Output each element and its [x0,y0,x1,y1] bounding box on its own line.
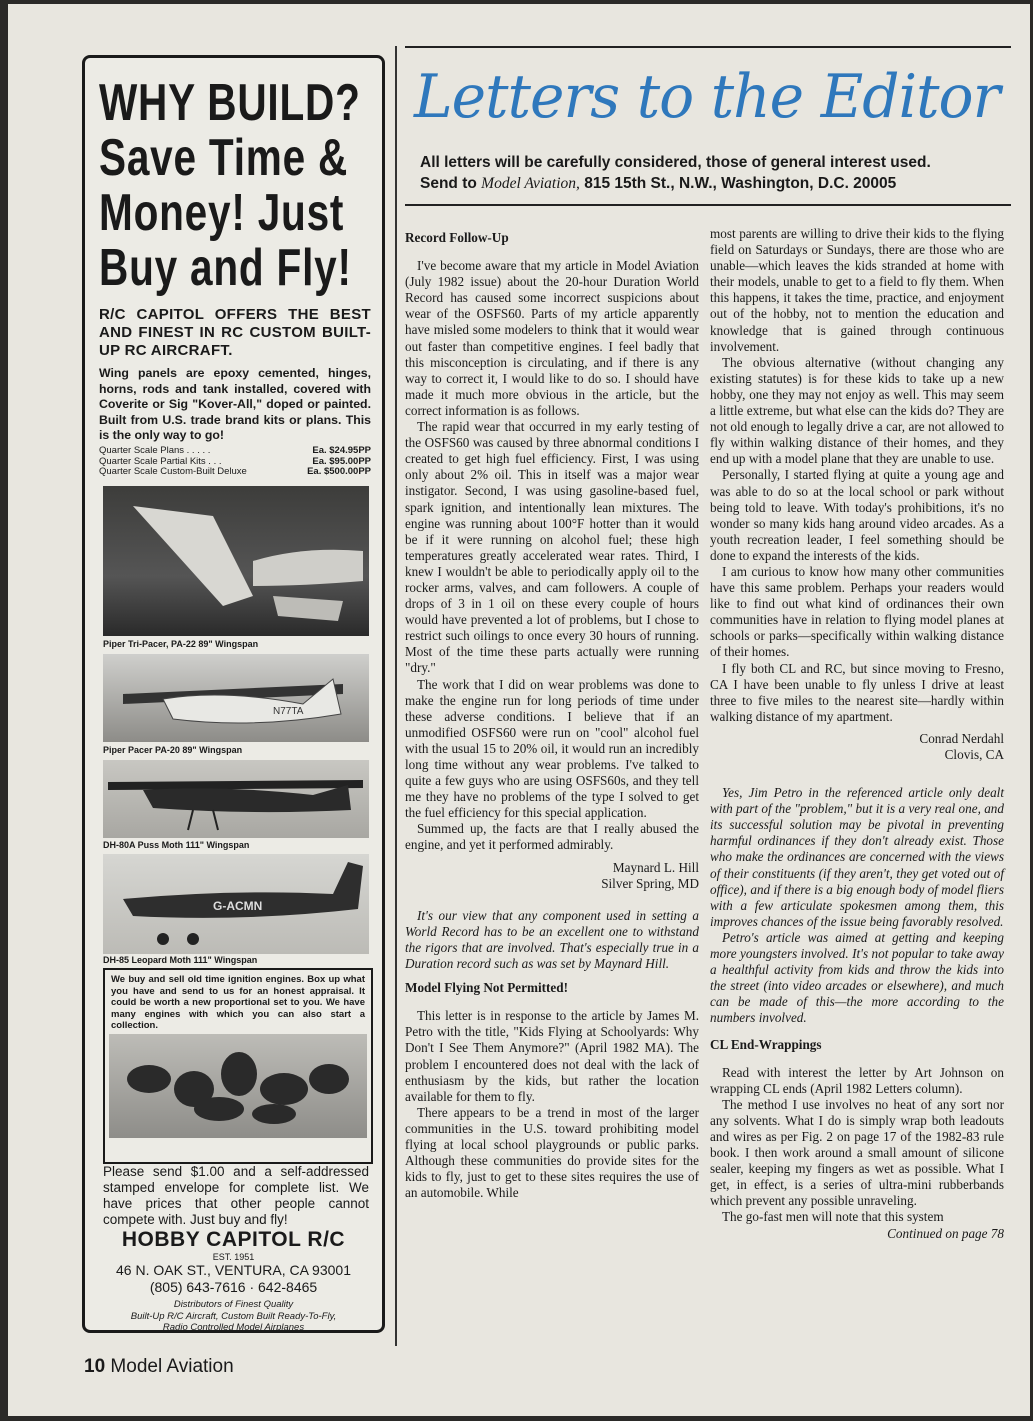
letter-paragraph: This letter is in response to the article by James M. Petro with the title, "Kids Flying at Schoolyards: Why Don't I See Them Anymore?" (April 1982 MA). The problem I encountered does not deal with the lack of enthusiasm by the kids, but rather the location available for them to fly. [405,1008,699,1104]
letter-heading: Record Follow-Up [405,230,509,245]
letter-paragraph: The rapid wear that occurred in my early testing of the OSFS60 was caused by three abnormal conditions I created to get high fuel efficiency. First, I was using only about 2% oil. This in itself was a major wear instigator. Second, I was using gasoline-based fuel, spark ignition, and intentionally lean mixtures. The engine was running about 100°F hotter than it would be if it were running on alcohol fuel; these high temperatures greatly accelerated wear rates. Third, I knew I wouldn't be able to periodically apply oil to the rocker arms, valves, and cam followers. A couple of drops of 3 in 1 oil on these every couple of hours would have prevented a lot of problems, but I chose to restrict such oilings to once every 30 hours of running. Most of the time these parts actually were running "dry." [405,419,699,676]
editor-reply: Petro's article was aimed at getting and keeping more youngsters involved. It's not popular to take away a healthful activity from kids and throw the kids into the street (into video arcades or elsewhere), and much can be made of this—the more according to the numbers involved. [710,929,1004,1026]
letter-location: Clovis, CA [944,747,1004,762]
section-subtitle [420,152,1010,194]
piper-pacer-photo [103,654,369,742]
puss-moth-photo [103,760,369,838]
letter-paragraph: Summed up, the facts are that I really abused the engine, and yet it performed admirably. [405,821,699,853]
letter-paragraph: The method I use involves no heat of any sort nor any solvents. What I do is simply wrap both leadouts and wires as per Fig. 2 on page 17 of the 1982-83 rule book. I then work around a small amount of silicone sealer, keeping my fingers as wet as possible. What I get, in effect, is a series of ultra-mini rubberbands which prevent any possible unraveling. [710,1096,1004,1209]
magazine-page [8,4,1030,1416]
photo-caption: Piper Tri-Pacer, PA-22 89" Wingspan [103,639,259,649]
column-divider [395,46,397,1346]
letter-paragraph: I fly both CL and RC, but since moving to Fresno, CA I have been unable to fly unless I drive at least three to five miles to the nearest site—hardly within walking distance of my apartment. [710,660,1004,724]
engines-photo [109,1034,367,1138]
editor-address: 815 15th St., N.W., Washington, D.C. 20005 [584,175,897,192]
header-rule [405,204,1011,206]
column-right [710,226,1004,1242]
registration-marking: G-ACMN [213,899,263,913]
company-phone: (805) 643-7616 · 642-8465 [149,1279,318,1295]
subtitle-line [420,173,1010,194]
price-item: Quarter Scale Plans . . . . . [99,445,211,456]
photo-caption: DH-85 Leopard Moth 111" Wingspan [103,955,258,965]
magazine-name: Model Aviation, [481,175,580,192]
letter-paragraph: Personally, I started flying at quite a young age and was able to do so at the local school or park without being told to leave. With today's prohibitions, it's no wonder so many kids hang around video arcades. As a youth recreation leader, I feel something should be done to expand the interests of the kids. [710,467,1004,563]
price-row [99,446,371,457]
price-row [99,467,371,478]
company-info [85,1228,382,1334]
headline-line: Money! Just [99,184,345,242]
price-item: Quarter Scale Custom-Built Deluxe [99,466,247,477]
top-rule [405,46,1011,48]
letter-heading: Model Flying Not Permitted! [405,980,568,996]
tagline-line: Distributors of Finest Quality [173,1299,294,1310]
tagline-line: Built-Up R/C Aircraft, Custom Built Ready-To-Fly, [130,1310,337,1322]
price-list [99,446,371,478]
price-value: Ea. $95.00PP [312,455,371,467]
engine-text: We buy and sell old time ignition engines. Box up what you have and send to us for an honest appraisal. It could be worth a new proportional set to you. We have many engines with which you can also start a collection. [111,974,365,1032]
photo-caption: Piper Pacer PA-20 89" Wingspan [103,745,243,755]
letter-paragraph: The obvious alternative (without changing any existing statutes) is for these kids to take up a new hobby, one they may not enjoy as well. This may seem a little extreme, but what else can the kids do? They are not old enough to legally drive a car, are not allowed to fly within walking distance of their homes, and they end up with a model plane that they are unable to use. [710,354,1004,467]
page-footer [84,1356,234,1378]
headline-line: WHY BUILD? [99,74,361,132]
letter-heading: CL End-Wrappings [710,1036,822,1052]
subtitle-line: All letters will be carefully considered, those of general interest used. [420,154,931,171]
established-year: EST. 1951 [212,1252,255,1262]
send-to-label: Send to [420,175,477,192]
magazine-title: Model Aviation [110,1356,234,1377]
tagline-line: Radio Controlled Model Airplanes [162,1322,305,1333]
registration-marking: N77TA [273,706,304,717]
editor-reply: It's our view that any component used in setting a World Record has to be an excellent one to withstand the rigors that are involved. That's especially true in a Duration record such as was set by Maynard Hill. [405,907,699,972]
hobby-capitol-advertisement [82,55,385,1333]
column-middle [405,230,699,1201]
letter-paragraph: The work that I did on wear problems was done to make the engine run for long periods of time under these adverse conditions. I believe that if an unmodified OSFS60 were run on "cool" alcohol fuel with the usual 15 to 20% oil, it would run an incredibly long time without any wear problems. I've talked to quite a few guys who are using OSFS60s, and they tell me they have no problems of the type I solved to get the fuel efficiency for this special application. [405,676,699,821]
letter-paragraph: I am curious to know how many other communities have this same problem. Perhaps your readers would like to find out what kind of ordinances their own communities have in relation to flying model planes at schools or parks—specifically within walking distance of their homes. [710,563,1004,660]
letter-paragraph: Read with interest the letter by Art Johnson on wrapping CL ends (April 1982 Letters column). [710,1064,1004,1096]
ad-headline [99,76,434,296]
engine-buy-sell-box [103,968,373,1164]
letter-author: Conrad Nerdahl [919,730,1004,746]
letter-author: Maynard L. Hill [612,859,699,875]
price-item: Quarter Scale Partial Kits . . . [99,455,222,467]
ad-body: Wing panels are epoxy cemented, hinges, horns, rods and tank installed, covered with Coverite or Sig "Kover-All," doped or painted. Built from U.S. trade brand kits or plans. This is the only way to go! [99,366,371,442]
price-value: Ea. $500.00PP [307,466,371,477]
continued-on-page-link[interactable]: Continued on page 78 [887,1225,1004,1241]
company-address: 46 N. OAK ST., VENTURA, CA 93001 [116,1262,351,1278]
photo-caption: DH-80A Puss Moth 111" Wingspan [103,840,250,850]
company-name: HOBBY CAPITOL R/C [121,1228,346,1251]
price-value: Ea. $24.95PP [312,445,371,456]
ad-subhead: R/C CAPITOL OFFERS THE BEST AND FINEST IN RC CUSTOM BUILT-UP RC AIRCRAFT. [99,306,371,359]
leopard-moth-photo [103,854,369,954]
letter-paragraph: I've become aware that my article in Model Aviation (July 1982 issue) about the 20-hour Duration World Record has caused some incorrect suspicions about wear of the OSFS60. Parts of my article apparently have misled some modelers to think that it would wear out faster than competitive engines. I feel badly that this misconception is circulating, and if there is any way to correct it, I would like to do so. I should have made it much more obvious in the article, but the correct information is as follows. [405,258,699,418]
letter-location: Silver Spring, MD [601,875,699,891]
send-for-list-text: Please send $1.00 and a self-addressed stamped envelope for complete list. We have prices that other people cannot compete with. Just buy and fly! [103,1164,369,1227]
letter-paragraph: The go-fast men will note that this system [722,1209,944,1225]
letter-paragraph: most parents are willing to drive their kids to the flying field on Saturdays or Sundays, there are those who are unable—which leaves the kids stranded at home with their models, unable to get to a field to fly them. When this happens, it takes the time, practice, and enjoyment out of the hobby, not to mention the education and knowledge that is gained through continuous involvement. [710,226,1004,354]
tri-pacer-photo [103,486,369,636]
headline-line: Save Time & [99,129,349,187]
page-number: 10 [84,1356,106,1377]
letter-paragraph: There appears to be a trend in most of the larger communities in the U.S. toward prohibiting model flying at local school playgrounds or public parks. Although these communities do provide sites for the kids to fly, just to get to these sites requires the use of an automobile. While [405,1104,699,1201]
section-title: Letters to the Editor [414,62,1000,132]
headline-line: Buy and Fly! [99,239,352,297]
editor-reply: Yes, Jim Petro in the referenced article only dealt with part of the "problem," but it is a very real one, and its successful solution may be pivotal in preventing harmful ordinances if they don't already exist. Those who make the ordinances are concerned with the views of their constituents (if they aren't, they get voted out of office), and if there is a big enough body of model fliers with a few articulate spokesmen among them, this improves chances of the issue being favorably resolved. [710,785,1004,929]
